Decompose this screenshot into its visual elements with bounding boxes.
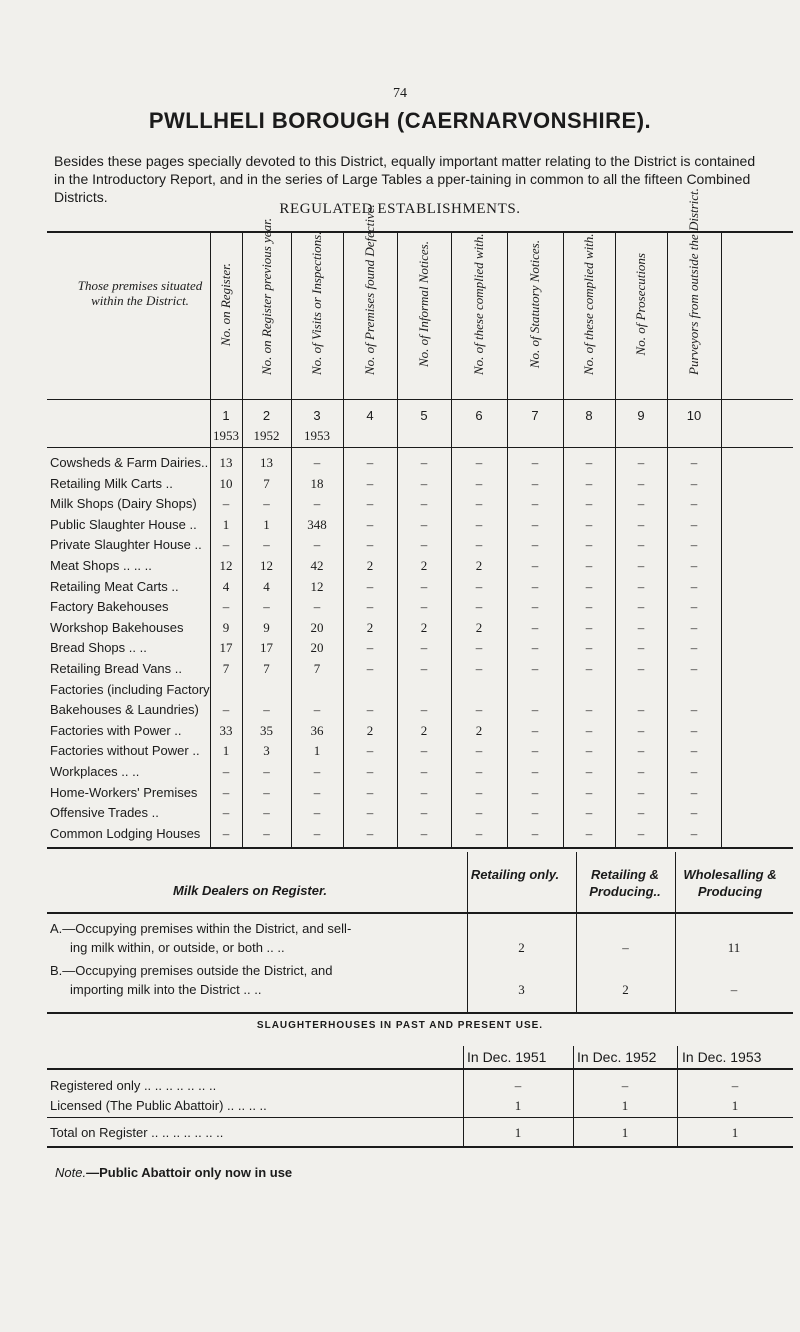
- table-cell: –: [366, 599, 374, 615]
- slaughter-cell: 1: [514, 1098, 522, 1113]
- column-heading-text: No. of Informal Notices.: [416, 241, 431, 368]
- slaughter-row-label: Total on Register .. .. .. .. .. .. ..: [50, 1125, 224, 1140]
- table-cell: 2: [420, 722, 428, 738]
- table-cell: –: [585, 764, 593, 779]
- table-cell: 10: [219, 475, 233, 491]
- table-cell: –: [222, 599, 230, 615]
- column-number: 3: [313, 408, 321, 423]
- table-cell: –: [637, 578, 645, 594]
- table-cell: 4: [263, 578, 270, 594]
- row-label: Offensive Trades ..: [50, 805, 159, 821]
- table-cell: –: [222, 825, 230, 841]
- table-cell: –: [420, 640, 428, 656]
- table-cell: –: [420, 475, 428, 491]
- table-cell: 2: [420, 619, 428, 635]
- table-cell: 9: [263, 619, 270, 635]
- table-cell: 1: [263, 516, 270, 532]
- table-cell: –: [585, 743, 593, 759]
- table-cell: 7: [263, 475, 270, 491]
- table-cell: 13: [219, 455, 233, 470]
- table-cell: 17: [260, 640, 273, 656]
- table-cell: –: [637, 455, 645, 470]
- row-label: Public Slaughter House ..: [50, 516, 197, 532]
- milk-cell: 3: [518, 982, 525, 997]
- slaughter-cell: 1: [731, 1125, 739, 1140]
- table-cell: –: [531, 558, 539, 573]
- table-cell: –: [222, 805, 230, 821]
- table-cell: –: [690, 784, 698, 800]
- table-cell: –: [690, 558, 698, 573]
- table-cell: –: [585, 805, 593, 821]
- table-cell: –: [420, 537, 428, 553]
- table-cell: –: [475, 805, 483, 821]
- table-cell: 1: [313, 743, 321, 759]
- table-cell: –: [637, 825, 645, 841]
- table-cell: –: [585, 784, 593, 800]
- table-cell: 35: [260, 722, 273, 738]
- year-rule: [47, 447, 793, 448]
- table-cell: –: [585, 475, 593, 491]
- column-year: 1953: [304, 428, 330, 443]
- table-cell: –: [585, 825, 593, 841]
- table-cell: –: [531, 537, 539, 553]
- table-cell: –: [585, 455, 593, 470]
- table-cell: –: [531, 496, 539, 512]
- column-heading-text: No. of Statutory Notices.: [527, 240, 542, 369]
- table-cell: 12: [310, 578, 324, 594]
- table-cell: –: [420, 784, 428, 800]
- table-cell: –: [366, 825, 374, 841]
- table-cell: –: [585, 578, 593, 594]
- table-cell: –: [585, 516, 593, 532]
- table-cell: –: [366, 805, 374, 821]
- column-heading-text: No. of these complied with.: [471, 232, 486, 375]
- table-cell: –: [690, 455, 698, 470]
- column-heading-text: No. of Premises found Defective.: [362, 203, 377, 375]
- footnote-lead: Note.: [55, 1165, 87, 1180]
- table-cell: –: [420, 661, 428, 676]
- table-cell: –: [531, 764, 539, 779]
- table-cell: –: [475, 455, 483, 470]
- milk-dealers-header: Milk Dealers on Register.: [173, 883, 327, 898]
- column-heading: [397, 232, 451, 377]
- table-cell: –: [313, 496, 321, 512]
- table-cell: 2: [475, 558, 483, 573]
- table-cell: –: [263, 599, 270, 615]
- table-cell: –: [263, 537, 270, 553]
- table-cell: –: [637, 516, 645, 532]
- table-cell: –: [366, 516, 374, 532]
- table-cell: –: [690, 537, 698, 553]
- table-cell: –: [475, 702, 483, 718]
- table-cell: –: [690, 578, 698, 594]
- table-cell: –: [313, 702, 321, 718]
- table-cell: 2: [366, 722, 374, 738]
- column-heading: [615, 232, 667, 377]
- row-label: Bakehouses & Laundries): [50, 702, 199, 718]
- column-number: 8: [585, 408, 593, 423]
- table-cell: 7: [313, 661, 321, 676]
- footnote: [55, 1165, 292, 1180]
- table-cell: –: [222, 496, 230, 512]
- table-cell: –: [420, 764, 428, 779]
- table-cell: –: [690, 764, 698, 779]
- table-cell: 12: [219, 558, 233, 573]
- table-cell: –: [263, 496, 270, 512]
- table-cell: –: [475, 516, 483, 532]
- slaughter-cell: 1: [731, 1098, 739, 1113]
- table-cell: 1: [222, 743, 230, 759]
- table-cell: –: [637, 805, 645, 821]
- table-cell: –: [585, 661, 593, 676]
- column-number: 2: [262, 408, 271, 423]
- table-cell: –: [313, 784, 321, 800]
- row-label: Meat Shops .. .. ..: [50, 558, 152, 573]
- slaughter-col-1952: In Dec. 1952: [577, 1049, 657, 1065]
- table-cell: –: [531, 661, 539, 676]
- table-cell: –: [637, 743, 645, 759]
- table-cell: –: [420, 805, 428, 821]
- table-cell: 2: [366, 558, 374, 573]
- slaughter-header-rule: [47, 1068, 793, 1070]
- milk-cell: 11: [727, 940, 741, 955]
- table-cell: –: [637, 475, 645, 491]
- table-cell: 9: [222, 619, 230, 635]
- table-cell: –: [263, 702, 270, 718]
- table-cell: 348: [307, 516, 327, 532]
- table-cell: –: [475, 764, 483, 779]
- milk-row-label: ing milk within, or outside, or both .. ..: [70, 940, 285, 955]
- column-number: 10: [686, 408, 702, 423]
- table-cell: –: [222, 764, 230, 779]
- table-cell: 1: [222, 516, 230, 532]
- milk-cell: –: [622, 940, 629, 955]
- table-cell: –: [222, 702, 230, 718]
- header-rule: [47, 399, 793, 400]
- table-cell: –: [531, 805, 539, 821]
- row-label: Retailing Milk Carts ..: [50, 475, 173, 491]
- table-cell: –: [366, 537, 374, 553]
- slaughter-total-rule: [47, 1117, 793, 1118]
- table-cell: 13: [260, 455, 273, 470]
- premises-column-header: Those premises situated within the District.: [77, 278, 203, 308]
- table-cell: –: [222, 784, 230, 800]
- table-cell: –: [420, 825, 428, 841]
- table-cell: –: [690, 722, 698, 738]
- milk-col-wholesaling-producing: Wholesalling & Producing: [683, 867, 777, 899]
- table-cell: 12: [260, 558, 273, 573]
- table-cell: –: [420, 578, 428, 594]
- table-cell: 42: [310, 558, 324, 573]
- column-heading: [507, 232, 563, 377]
- slaughter-bottom-rule: [47, 1146, 793, 1148]
- table-cell: –: [366, 455, 374, 470]
- intro-paragraph: Besides these pages specially devoted to this District, equally important matter relating to the District is contained in the Introductory Report, and in the series of Large Tables a pper-taining in common to all the fifteen Combined Districts.: [54, 153, 756, 205]
- row-label: Milk Shops (Dairy Shops): [50, 496, 197, 512]
- table-cell: –: [366, 640, 374, 656]
- milk-cell: 2: [518, 940, 525, 955]
- table-cell: –: [637, 496, 645, 512]
- table-cell: –: [475, 496, 483, 512]
- column-heading: [563, 232, 615, 377]
- table-cell: –: [263, 784, 270, 800]
- table-cell: 7: [263, 661, 270, 676]
- table-cell: –: [531, 722, 539, 738]
- table-cell: –: [690, 743, 698, 759]
- column-heading-text: Purveyors from outside the District.: [686, 187, 701, 375]
- table-cell: 2: [420, 558, 428, 573]
- table-cell: –: [585, 722, 593, 738]
- table-cell: –: [690, 702, 698, 718]
- column-heading: [242, 217, 291, 377]
- table-cell: –: [531, 599, 539, 615]
- table-cell: –: [637, 702, 645, 718]
- slaughter-cell: 1: [621, 1098, 629, 1113]
- table-cell: –: [531, 475, 539, 491]
- slaughter-col-1953: In Dec. 1953: [682, 1049, 762, 1065]
- column-heading: [451, 232, 507, 377]
- table-cell: –: [366, 702, 374, 718]
- slaughter-row-label: Registered only .. .. .. .. .. .. ..: [50, 1078, 217, 1093]
- column-heading: [667, 187, 721, 377]
- row-label: Common Lodging Houses: [50, 825, 201, 841]
- table-cell: –: [222, 537, 230, 553]
- column-heading-text: No. on Register previous year.: [258, 217, 274, 375]
- table-cell: –: [531, 825, 539, 841]
- column-heading-text: No. of these complied with.: [581, 232, 596, 375]
- table-cell: –: [263, 764, 270, 779]
- column-divider: [721, 232, 722, 847]
- row-label: Workplaces .. ..: [50, 764, 140, 779]
- table-cell: –: [690, 516, 698, 532]
- row-label: Workshop Bakehouses: [50, 619, 184, 635]
- milk-row-label: A.—Occupying premises within the District, and sell-: [50, 921, 352, 936]
- table-cell: –: [585, 619, 593, 635]
- table-cell: –: [637, 722, 645, 738]
- table-cell: –: [690, 619, 698, 635]
- table-cell: –: [420, 599, 428, 615]
- table-cell: –: [313, 764, 321, 779]
- table-cell: –: [366, 661, 374, 676]
- slaughter-col-1951: In Dec. 1951: [467, 1049, 547, 1065]
- table-cell: 3: [263, 743, 270, 759]
- table-cell: –: [690, 496, 698, 512]
- table-cell: –: [637, 784, 645, 800]
- column-year: 1953: [213, 428, 239, 443]
- slaughter-cell: 1: [621, 1125, 629, 1140]
- table-cell: –: [475, 475, 483, 491]
- table-cell: –: [313, 537, 321, 553]
- footnote-text: —Public Abattoir only now in use: [86, 1165, 293, 1180]
- section-title-regulated: REGULATED ESTABLISHMENTS.: [279, 201, 521, 217]
- column-heading: [210, 232, 242, 377]
- table-cell: –: [366, 743, 374, 759]
- table-cell: –: [690, 825, 698, 841]
- table-cell: –: [366, 764, 374, 779]
- milk-col-retailing-only: Retailing only.: [470, 867, 560, 882]
- table-cell: 17: [219, 640, 233, 656]
- table-cell: 2: [475, 722, 483, 738]
- table-cell: –: [637, 640, 645, 656]
- table-cell: –: [420, 516, 428, 532]
- table-cell: –: [475, 640, 483, 656]
- table-cell: –: [531, 702, 539, 718]
- table-cell: –: [366, 496, 374, 512]
- column-heading: [343, 203, 397, 377]
- column-heading-text: No. of Visits or Inspections.: [309, 231, 324, 375]
- table-cell: –: [420, 743, 428, 759]
- row-label: Cowsheds & Farm Dairies..: [50, 455, 209, 470]
- slaughterhouses-title: SLAUGHTERHOUSES IN PAST AND PRESENT USE.: [256, 1020, 544, 1031]
- row-label: Factories without Power ..: [50, 743, 200, 759]
- slaughter-cell: 1: [514, 1125, 522, 1140]
- column-number: 9: [637, 408, 645, 423]
- table-cell: –: [690, 805, 698, 821]
- table-cell: –: [263, 825, 270, 841]
- table-cell: –: [531, 455, 539, 470]
- table-cell: –: [475, 743, 483, 759]
- page-title: PWLLHELI BOROUGH (CAERNARVONSHIRE).: [148, 108, 652, 133]
- table-cell: 36: [310, 722, 324, 738]
- table-cell: –: [313, 805, 321, 821]
- table-cell: 4: [222, 578, 230, 594]
- table-cell: –: [585, 640, 593, 656]
- table-cell: –: [585, 702, 593, 718]
- column-number: 1: [222, 408, 230, 423]
- row-label: Retailing Meat Carts ..: [50, 578, 179, 594]
- table-cell: 7: [222, 661, 230, 676]
- column-number: 5: [420, 408, 428, 423]
- table-cell: –: [531, 578, 539, 594]
- table-cell: –: [690, 599, 698, 615]
- milk-bottom-rule: [47, 1012, 793, 1014]
- table-cell: 2: [366, 619, 374, 635]
- milk-row-label: B.—Occupying premises outside the District, and: [50, 963, 333, 978]
- milk-cell: –: [730, 982, 738, 997]
- table-cell: –: [366, 578, 374, 594]
- column-year: 1952: [253, 428, 280, 443]
- table-cell: –: [313, 599, 321, 615]
- milk-row-label: importing milk into the District .. ..: [70, 982, 262, 997]
- table-cell: –: [585, 496, 593, 512]
- column-heading: [291, 232, 343, 377]
- row-label: Factories (including Factory: [50, 681, 210, 697]
- page-number: 74: [393, 86, 407, 101]
- table-cell: –: [420, 455, 428, 470]
- table-cell: –: [313, 825, 321, 841]
- table-cell: –: [585, 558, 593, 573]
- table-cell: –: [313, 455, 321, 470]
- slaughter-row-label: Licensed (The Public Abattoir) .. .. .. ..: [50, 1098, 267, 1113]
- table-cell: –: [420, 702, 428, 718]
- table-cell: –: [420, 496, 428, 512]
- table-cell: –: [366, 784, 374, 800]
- table-cell: 20: [310, 619, 324, 635]
- table-cell: –: [531, 784, 539, 800]
- column-number: 6: [475, 408, 483, 423]
- slaughter-cell: –: [514, 1078, 522, 1093]
- table-cell: –: [585, 599, 593, 615]
- table-cell: 2: [475, 619, 483, 635]
- table-cell: –: [475, 825, 483, 841]
- table-cell: –: [637, 619, 645, 635]
- table-cell: –: [585, 537, 593, 553]
- table-cell: –: [475, 599, 483, 615]
- table-cell: –: [637, 661, 645, 676]
- table-cell: 20: [310, 640, 324, 656]
- table-cell: –: [475, 578, 483, 594]
- row-label: Private Slaughter House ..: [50, 537, 202, 553]
- milk-col-retailing-producing: Retailing & Producing..: [589, 867, 661, 899]
- row-label: Factories with Power ..: [50, 722, 182, 738]
- table-cell: –: [475, 661, 483, 676]
- column-number: 4: [366, 408, 374, 423]
- table-cell: –: [531, 640, 539, 656]
- slaughter-cell: –: [731, 1078, 739, 1093]
- slaughter-cell: –: [621, 1078, 629, 1093]
- table-cell: –: [531, 516, 539, 532]
- table-cell: –: [637, 599, 645, 615]
- table-cell: –: [366, 475, 374, 491]
- table-bottom-rule: [47, 847, 793, 849]
- row-label: Retailing Bread Vans ..: [50, 661, 182, 676]
- table-cell: –: [475, 784, 483, 800]
- milk-header-rule: [47, 912, 793, 914]
- milk-cell: 2: [622, 982, 629, 997]
- row-label: Bread Shops .. ..: [50, 640, 147, 656]
- table-cell: –: [637, 537, 645, 553]
- table-cell: –: [475, 537, 483, 553]
- row-label: Home-Workers' Premises: [50, 784, 198, 800]
- table-cell: –: [690, 640, 698, 656]
- table-cell: 33: [219, 722, 233, 738]
- table-cell: –: [263, 805, 270, 821]
- table-cell: –: [690, 475, 698, 491]
- column-heading-text: No. of Prosecutions: [633, 253, 648, 356]
- table-cell: 18: [310, 475, 324, 491]
- table-cell: –: [690, 661, 698, 676]
- table-cell: –: [531, 743, 539, 759]
- column-number: 7: [531, 408, 539, 423]
- table-cell: –: [531, 619, 539, 635]
- column-heading-text: No. on Register.: [218, 262, 233, 347]
- table-cell: –: [637, 558, 645, 573]
- row-label: Factory Bakehouses: [50, 599, 169, 615]
- table-cell: –: [637, 764, 645, 779]
